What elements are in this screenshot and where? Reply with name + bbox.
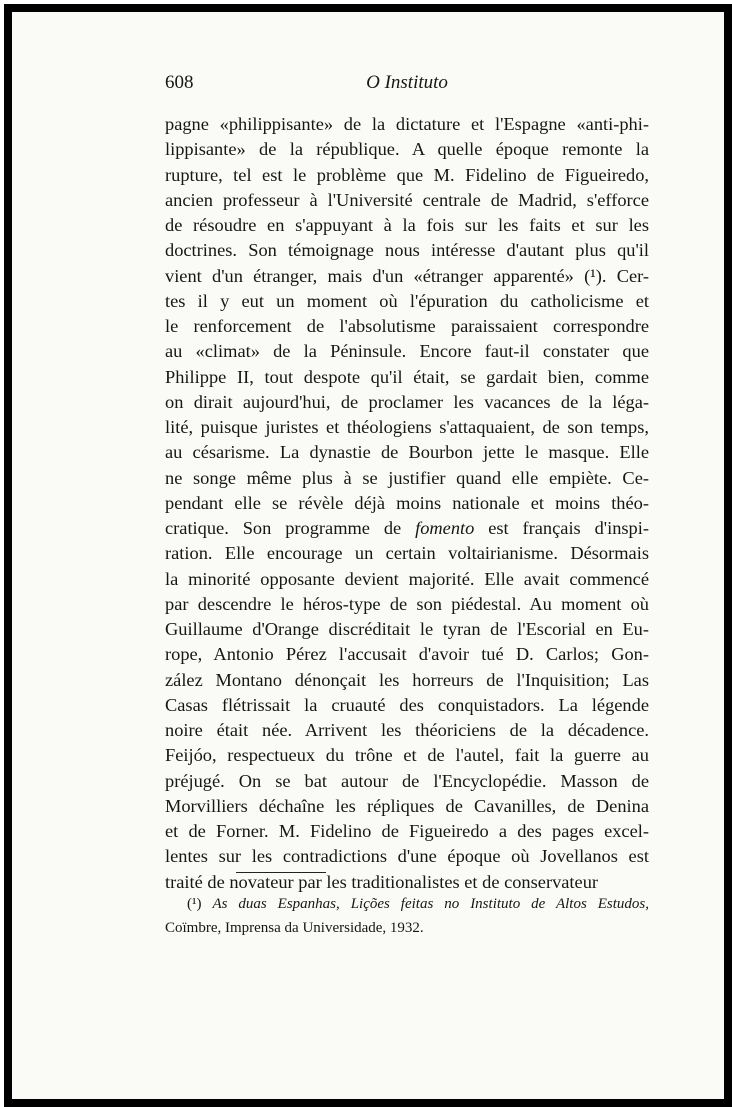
body-line: Morvilliers déchaîne les répliques de Cavanilles, de Denina <box>165 795 649 816</box>
body-line: rope, Antonio Pérez l'accusait d'avoir tué D. Carlos; Gon- <box>165 644 649 665</box>
body-line: Casas flétrissait la cruauté des conquistadors. La légende <box>165 694 649 715</box>
body-line: pendant elle se révèle déjà moins nationale et moins théo- <box>165 492 649 513</box>
body-line: ne songe même plus à se justifier quand elle empiète. Ce- <box>165 467 649 488</box>
page-header <box>165 72 649 100</box>
body-line: Guillaume d'Orange discréditait le tyran de l'Escorial en Eu- <box>165 619 649 639</box>
body-line: pagne «philippisante» de la dictature et l'Espagne «anti-phi- <box>165 114 649 134</box>
body-line: Philippe II, tout despote qu'il était, se gardait bien, comme <box>165 366 649 387</box>
footnote-marker: (¹) <box>187 896 202 912</box>
body-line: Feijóo, respectueux du trône et de l'autel, fait la guerre au <box>165 745 649 766</box>
body-line: tes il y eut un moment où l'épuration du catholicisme et <box>165 290 649 311</box>
footnote-divider <box>236 872 326 873</box>
body-text <box>165 112 649 895</box>
body-line: lippisante» de la république. A quelle époque remonte la <box>165 139 649 160</box>
body-line: de résoudre en s'appuyant à la fois sur les faits et sur les <box>165 215 649 235</box>
body-line: vient d'un étranger, mais d'un «étranger apparenté» (¹). Cer- <box>165 265 649 286</box>
body-line: par descendre le héros-type de son piédestal. Au moment où <box>165 593 649 614</box>
body-line: traité de novateur par les traditionalistes et de conservateur <box>165 871 599 892</box>
running-title: O Instituto <box>366 72 448 93</box>
body-line: la minorité opposante devient majorité. Elle avait commencé <box>165 568 649 589</box>
body-line: et de Forner. M. Fidelino de Figueiredo a des pages excel- <box>165 821 649 841</box>
body-line: le renforcement de l'absolutisme paraissaient correspondre <box>165 316 649 336</box>
body-line: cratique. Son programme de fomento est français d'inspi- <box>165 518 649 538</box>
body-line: au césarisme. La dynastie de Bourbon jette le masque. Elle <box>165 442 649 463</box>
body-line: lité, puisque juristes et théologiens s'attaquaient, de son temps, <box>165 417 649 437</box>
body-line: rupture, tel est le problème que M. Fidelino de Figueiredo, <box>165 164 649 185</box>
body-line: noire était née. Arrivent les théoriciens de la décadence. <box>165 720 649 740</box>
body-line: zález Montano dénonçait les horreurs de l'Inquisition; Las <box>165 669 649 690</box>
body-line: ration. Elle encourage un certain voltairianisme. Désormais <box>165 543 649 564</box>
scanned-page <box>4 4 732 1107</box>
footnote-line-1 <box>165 892 649 916</box>
body-line: préjugé. On se bat autour de l'Encyclopédie. Masson de <box>165 770 649 791</box>
body-line: lentes sur les contradictions d'une époque où Jovellanos est <box>165 846 649 867</box>
footnote-citation: As duas Espanhas, Lições feitas no Instituto de Altos Estudos, <box>212 896 649 912</box>
body-line: au «climat» de la Péninsule. Encore faut-il constater que <box>165 341 649 362</box>
body-line: ancien professeur à l'Université centrale de Madrid, s'efforce <box>165 189 649 210</box>
body-line: on dirait aujourd'hui, de proclamer les vacances de la léga- <box>165 391 649 412</box>
body-line: doctrines. Son témoignage nous intéresse d'autant plus qu'il <box>165 240 649 261</box>
footnote-line-2: Coïmbre, Imprensa da Universidade, 1932. <box>165 920 424 936</box>
footnote <box>165 892 649 940</box>
page-number: 608 <box>165 72 194 93</box>
